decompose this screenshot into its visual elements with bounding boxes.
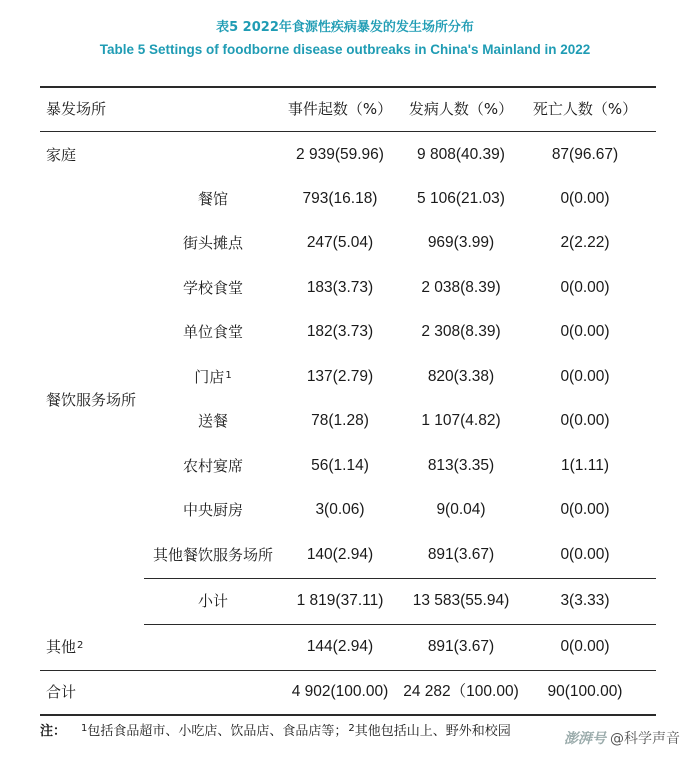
cell-central-kitchen-events: 3(0.06)	[315, 501, 365, 518]
cell-store-events: 137(2.79)	[306, 368, 374, 385]
cell-rural-banquet-events: 56(1.14)	[311, 457, 369, 474]
store-label-text: 门店	[194, 368, 225, 386]
note-label: 注：	[40, 724, 67, 739]
cell-subtotal-cases: 13 583(55.94)	[412, 592, 510, 609]
note2-text: 其他包括山上、野外和校园	[354, 724, 511, 739]
table-title-cn: 表5 2022年食源性疾病暴发的发生场所分布	[216, 20, 474, 35]
cell-other-cases: 891(3.67)	[427, 638, 495, 655]
cell-other-catering-deaths: 0(0.00)	[560, 546, 610, 563]
watermark-account: @科学声音	[610, 731, 680, 747]
total-top-rule	[40, 670, 656, 671]
cell-subtotal-deaths: 3(3.33)	[560, 592, 610, 609]
cell-total-deaths: 90(100.00)	[547, 683, 623, 700]
cell-school-canteen-deaths: 0(0.00)	[560, 279, 610, 296]
cell-street-stall-deaths: 2(2.22)	[560, 234, 610, 251]
cell-home-cases: 9 808(40.39)	[417, 146, 505, 163]
subtotal-bottom-rule	[144, 624, 656, 625]
cell-delivery-cases: 1 107(4.82)	[421, 412, 501, 429]
row-label-total: 合计	[46, 683, 77, 701]
cell-home-events: 2 939(59.96)	[296, 146, 384, 163]
footnote-mark-1: 1	[225, 370, 232, 381]
cell-total-events: 4 902(100.00)	[291, 683, 389, 700]
row-label-rural-banquet: 农村宴席	[182, 457, 243, 475]
cell-total-cases: 24 282（100.00)	[403, 683, 519, 700]
cell-restaurant-events: 793(16.18)	[302, 190, 378, 207]
watermark-brand: 澎湃号	[564, 731, 606, 747]
table-note	[40, 722, 511, 743]
note2-mark: 2	[348, 723, 355, 734]
cell-rural-banquet-cases: 813(3.35)	[427, 457, 495, 474]
header-deaths: 死亡人数（%）	[532, 100, 638, 118]
cell-restaurant-deaths: 0(0.00)	[560, 190, 610, 207]
row-label-delivery: 送餐	[197, 412, 228, 430]
footnote-mark-2: 2	[77, 640, 84, 651]
cell-delivery-events: 78(1.28)	[311, 412, 369, 429]
cell-store-deaths: 0(0.00)	[560, 368, 610, 385]
group-label-catering: 餐饮服务场所	[46, 391, 137, 409]
watermark	[564, 728, 680, 748]
cell-street-stall-events: 247(5.04)	[306, 234, 374, 251]
subtotal-top-rule	[144, 578, 656, 579]
cell-other-catering-events: 140(2.94)	[306, 546, 374, 563]
cell-delivery-deaths: 0(0.00)	[560, 412, 610, 429]
header-events: 事件起数（%）	[287, 100, 393, 118]
row-label-school-canteen: 学校食堂	[182, 279, 243, 297]
cell-other-events: 144(2.94)	[306, 638, 374, 655]
cell-restaurant-cases: 5 106(21.03)	[417, 190, 505, 207]
row-label-central-kitchen: 中央厨房	[182, 501, 243, 519]
cell-work-canteen-events: 182(3.73)	[306, 323, 374, 340]
other-label-text: 其他	[46, 638, 77, 656]
row-label-other-catering: 其他餐饮服务场所	[152, 546, 273, 564]
row-label-other	[46, 637, 83, 660]
row-label-work-canteen: 单位食堂	[182, 323, 243, 341]
cell-street-stall-cases: 969(3.99)	[427, 234, 495, 251]
row-label-home: 家庭	[46, 146, 77, 164]
cell-work-canteen-deaths: 0(0.00)	[560, 323, 610, 340]
table-title-en: Table 5 Settings of foodborne disease outbreaks in China's Mainland in 2022	[99, 42, 591, 57]
cell-rural-banquet-deaths: 1(1.11)	[561, 457, 609, 474]
note1-mark: 1	[81, 723, 88, 734]
cell-subtotal-events: 1 819(37.11)	[296, 592, 384, 609]
cell-home-deaths: 87(96.67)	[551, 146, 619, 163]
bottom-rule	[40, 714, 656, 716]
header-rule	[40, 131, 656, 132]
row-label-subtotal: 小计	[197, 592, 228, 610]
top-rule	[40, 86, 656, 88]
cell-school-canteen-events: 183(3.73)	[306, 279, 374, 296]
cell-other-deaths: 0(0.00)	[560, 638, 610, 655]
cell-other-catering-cases: 891(3.67)	[427, 546, 495, 563]
row-label-restaurant: 餐馆	[197, 190, 228, 208]
cell-central-kitchen-cases: 9(0.04)	[436, 501, 486, 518]
note1-text: 包括食品超市、小吃店、饮品店、食品店等；	[87, 724, 348, 739]
row-label-store	[144, 367, 282, 390]
cell-central-kitchen-deaths: 0(0.00)	[560, 501, 610, 518]
header-cases: 发病人数（%）	[408, 100, 514, 118]
cell-store-cases: 820(3.38)	[427, 368, 495, 385]
cell-work-canteen-cases: 2 308(8.39)	[421, 323, 501, 340]
header-setting: 暴发场所	[46, 100, 107, 118]
row-label-street-stall: 街头摊点	[182, 234, 243, 252]
cell-school-canteen-cases: 2 038(8.39)	[421, 279, 501, 296]
